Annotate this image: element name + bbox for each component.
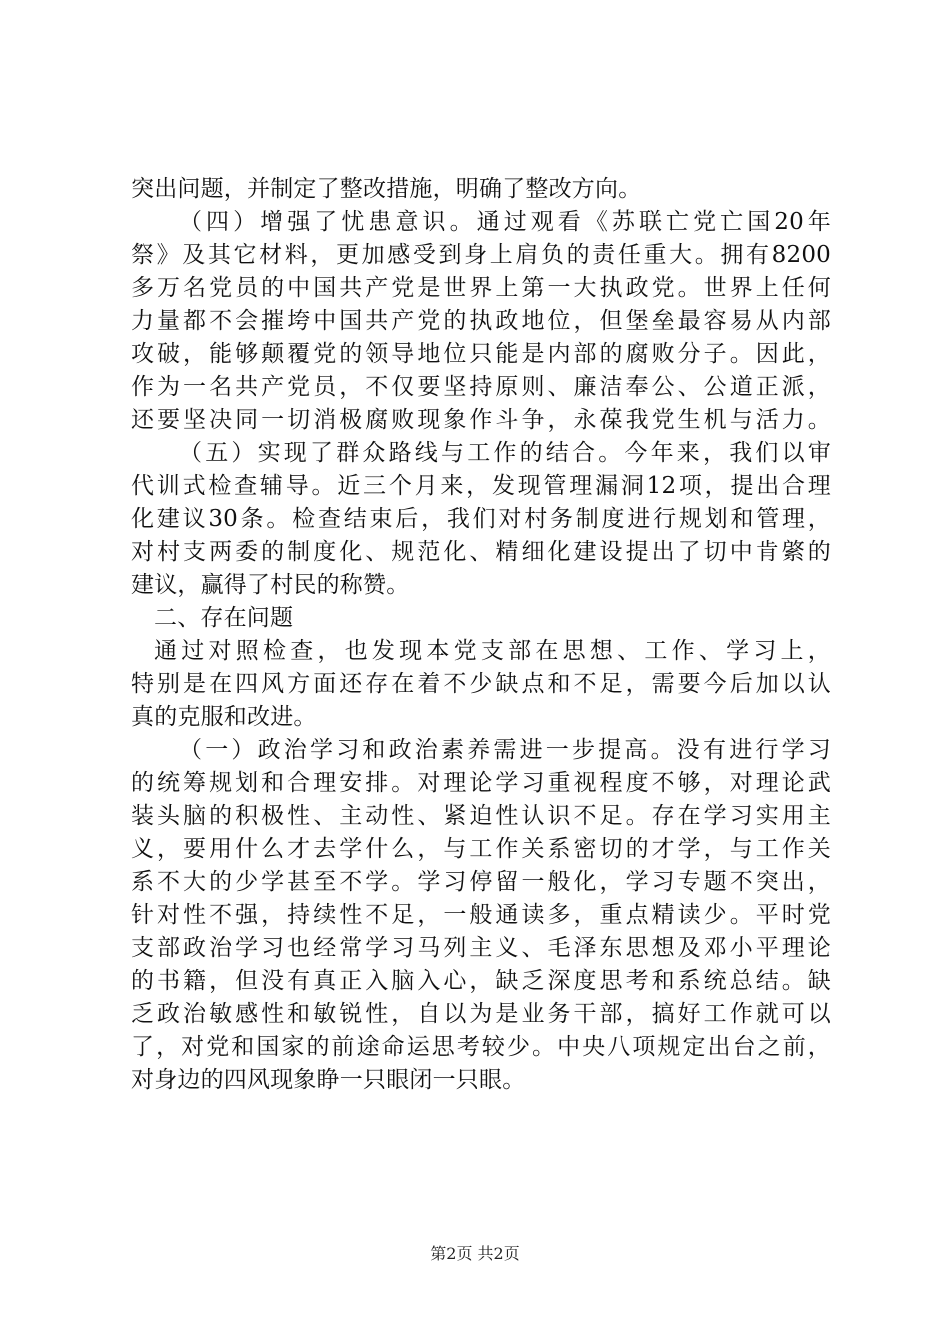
text-line: 多万名党员的中国共产党是世界上第一大执政党。世界上任何 bbox=[131, 275, 831, 301]
text-line: 真的克服和改进。 bbox=[131, 704, 317, 730]
text-line: 祭》及其它材料，更加感受到身上肩负的责任重大。拥有8200 bbox=[131, 242, 831, 268]
text-line: 的书籍，但没有真正入脑入心，缺乏深度思考和系统总结。缺 bbox=[131, 968, 831, 994]
text-line: 义，要用什么才去学什么，与工作关系密切的才学，与工作关 bbox=[131, 836, 831, 862]
text-line: 系不大的少学甚至不学。学习停留一般化，学习专题不突出， bbox=[131, 869, 831, 895]
section-heading: 二、存在问题 bbox=[154, 605, 294, 631]
text-line: 攻破，能够颠覆党的领导地位只能是内部的腐败分子。因此， bbox=[131, 341, 831, 367]
text-line: 化建议30条。检查结束后，我们对村务制度进行规划和管理， bbox=[131, 506, 831, 532]
document-body bbox=[131, 173, 831, 1097]
text-line: 装头脑的积极性、主动性、紧迫性认识不足。存在学习实用主 bbox=[131, 803, 831, 829]
text-line: 还要坚决同一切消极腐败现象作斗争，永葆我党生机与活力。 bbox=[131, 407, 831, 433]
text-line: （一）政治学习和政治素养需进一步提高。没有进行学习 bbox=[179, 737, 831, 763]
text-line: 针对性不强，持续性不足，一般通读多，重点精读少。平时党 bbox=[131, 902, 831, 928]
text-line: 建议，赢得了村民的称赞。 bbox=[131, 572, 410, 598]
page-number-footer: 第2页 共2页 bbox=[430, 1244, 520, 1263]
text-line: 代训式检查辅导。近三个月来，发现管理漏洞12项，提出合理 bbox=[131, 473, 831, 499]
text-line: 力量都不会摧垮中国共产党的执政地位，但堡垒最容易从内部 bbox=[131, 308, 831, 334]
text-line: 了，对党和国家的前途命运思考较少。中央八项规定出台之前， bbox=[131, 1034, 831, 1060]
text-line: 对村支两委的制度化、规范化、精细化建设提出了切中肯綮的 bbox=[131, 539, 831, 565]
text-line: 通过对照检查，也发现本党支部在思想、工作、学习上， bbox=[154, 638, 831, 664]
text-line: 特别是在四风方面还存在着不少缺点和不足，需要今后加以认 bbox=[131, 671, 831, 697]
text-line: 突出问题，并制定了整改措施，明确了整改方向。 bbox=[131, 176, 642, 202]
text-line: 乏政治敏感性和敏锐性，自以为是业务干部，搞好工作就可以 bbox=[131, 1001, 831, 1027]
text-line: 作为一名共产党员，不仅要坚持原则、廉洁奉公、公道正派， bbox=[131, 374, 831, 400]
text-line: 对身边的四风现象睁一只眼闭一只眼。 bbox=[131, 1067, 526, 1093]
text-line: 支部政治学习也经常学习马列主义、毛泽东思想及邓小平理论 bbox=[131, 935, 831, 961]
text-line: 的统筹规划和合理安排。对理论学习重视程度不够，对理论武 bbox=[131, 770, 831, 796]
text-line: （四）增强了忧患意识。通过观看《苏联亡党亡国20年 bbox=[179, 209, 831, 235]
text-line: （五）实现了群众路线与工作的结合。今年来，我们以审 bbox=[179, 440, 831, 466]
